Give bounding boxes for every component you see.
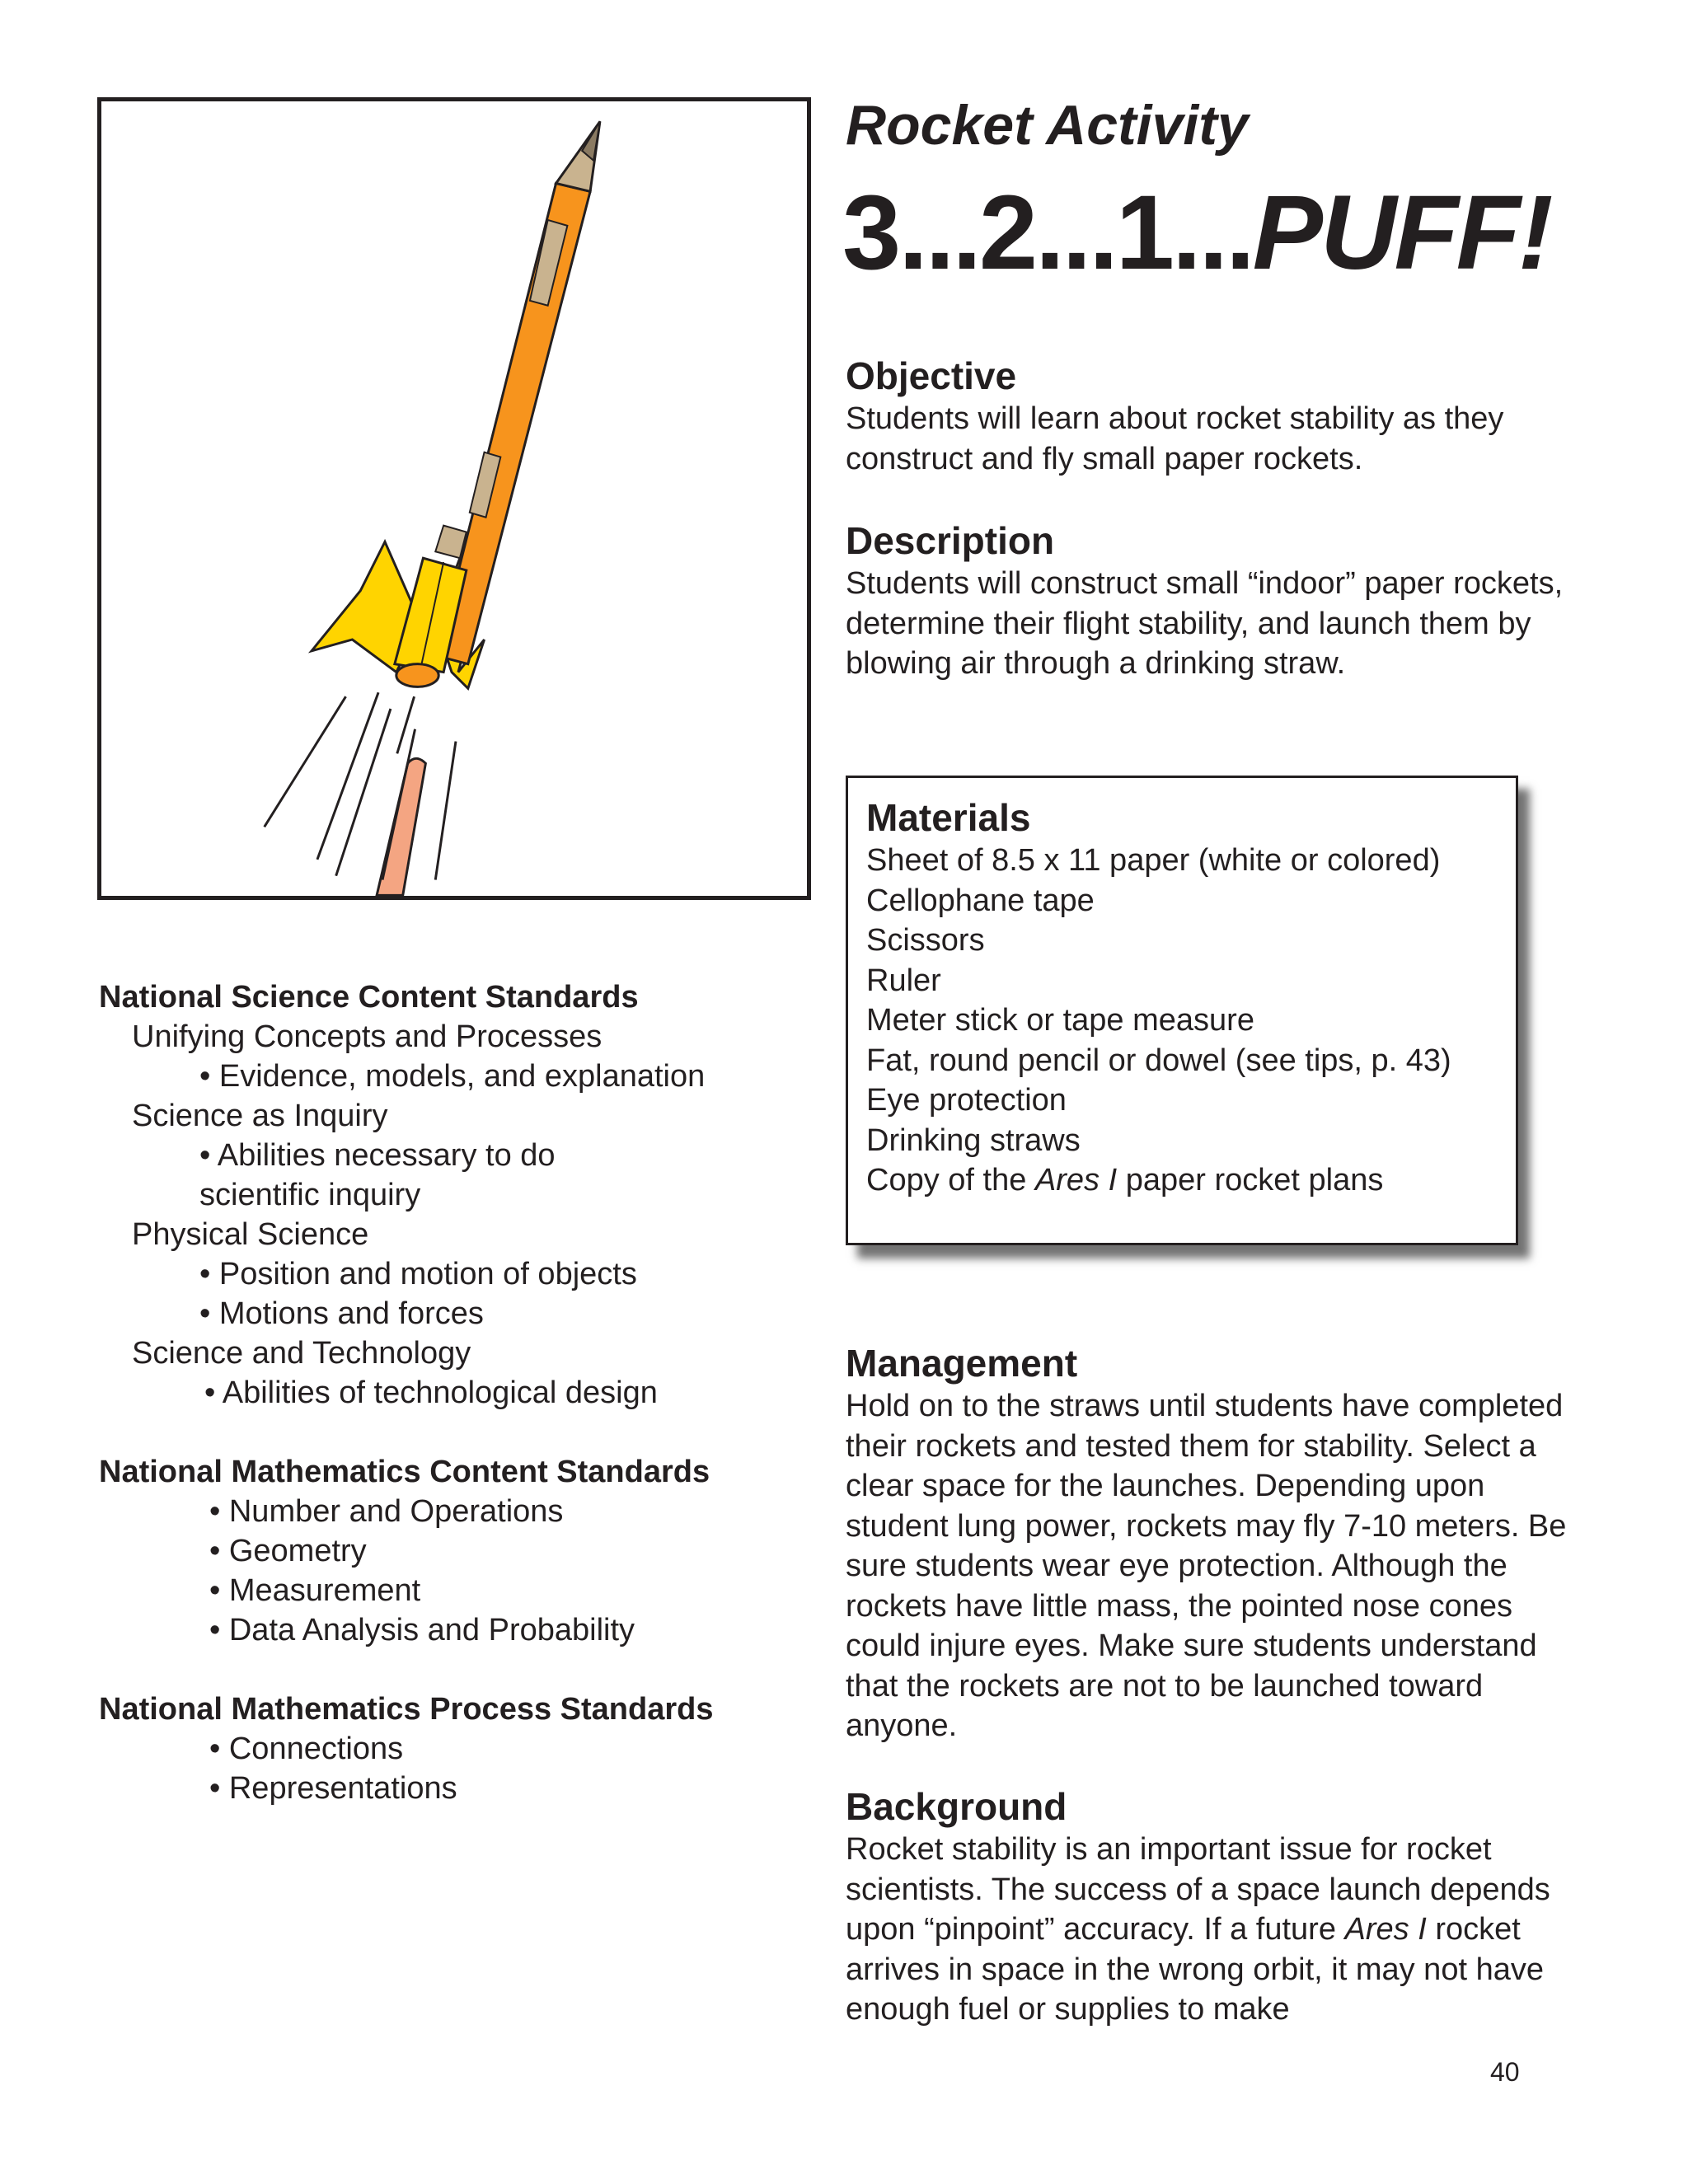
activity-label: Rocket Activity — [846, 94, 1249, 157]
standard-item: • Data Analysis and Probability — [209, 1613, 635, 1647]
math-content-heading: National Mathematics Content Standards — [99, 1455, 710, 1489]
title-emphasis: PUFF! — [1252, 174, 1551, 292]
material-prefix: Copy of the — [866, 1163, 1035, 1197]
management-section — [846, 1340, 1587, 1746]
background-text — [846, 1830, 1587, 2030]
list-item: Scissors — [866, 923, 985, 958]
math-process-heading: National Mathematics Process Standards — [99, 1692, 714, 1727]
material-italic: Ares I — [1034, 1163, 1118, 1197]
list-item: Eye protection — [866, 1083, 1067, 1118]
list-item: Ruler — [866, 963, 941, 998]
science-standards-heading: National Science Content Standards — [99, 980, 639, 1015]
list-item — [866, 1160, 1516, 1201]
description-section — [846, 518, 1587, 684]
page-title — [842, 171, 1550, 295]
science-standards — [99, 977, 808, 1413]
standards-section — [99, 977, 808, 1808]
math-content-standards — [99, 1452, 808, 1650]
description-text: Students will construct small “indoor” paper rockets, determine their flight stability, and launch them by blowing air through a drinking straw. — [846, 566, 1564, 681]
materials-box — [846, 776, 1518, 1245]
objective-heading: Objective — [846, 354, 1017, 397]
standard-item: • Number and Operations — [209, 1494, 564, 1529]
title-countdown: 3...2...1... — [842, 174, 1253, 292]
background-section — [846, 1783, 1587, 2030]
background-text-1: Rocket stability is an important issue for rocket scientists. The success of a space launch depends upon “pinpoint” accuracy. If a future — [846, 1832, 1550, 1947]
management-text: Hold on to the straws until students have completed their rockets and tested them for stability. Select a clear space for the launches. Depending upon student lung power, rockets may fly 7-10 meters. Be sure students wear eye protection. Although the rockets have little mass, the pointed nose cones could injure eyes. Make sure students understand that the rockets are not to be launched toward anyone. — [846, 1389, 1567, 1743]
background-text-2: rocket arrives in space in the wrong orbit, it may not have enough fuel or supplies to make — [846, 1912, 1544, 2027]
math-process-standards — [99, 1690, 808, 1808]
materials-heading: Materials — [866, 796, 1031, 839]
background-heading: Background — [846, 1785, 1067, 1828]
rocket-illustration — [97, 97, 811, 900]
standard-item: • Position and motion of objects — [199, 1257, 637, 1291]
rocket-drawing — [101, 101, 807, 896]
motion-lines — [265, 692, 456, 879]
standard-subheading: Physical Science — [132, 1217, 369, 1252]
list-item: Fat, round pencil or dowel (see tips, p. 43) — [866, 1043, 1451, 1078]
objective-section — [846, 353, 1587, 479]
objective-text: Students will learn about rocket stability as they construct and fly small paper rockets. — [846, 401, 1504, 476]
standard-item: • Measurement — [209, 1573, 421, 1608]
standard-item: • Abilities necessary to do scientific inquiry — [199, 1138, 556, 1212]
list-item: Cellophane tape — [866, 883, 1095, 918]
standard-item: • Abilities of technological design — [204, 1376, 658, 1410]
standard-item: • Motions and forces — [199, 1296, 484, 1331]
standard-subheading: Science as Inquiry — [132, 1099, 388, 1133]
standard-item: • Representations — [209, 1771, 457, 1806]
material-suffix: paper rocket plans — [1117, 1163, 1384, 1197]
standard-item: • Evidence, models, and explanation — [199, 1059, 706, 1094]
description-heading: Description — [846, 519, 1055, 562]
standard-subheading: Unifying Concepts and Processes — [132, 1019, 603, 1054]
standard-item: • Connections — [209, 1732, 404, 1766]
standard-subheading: Science and Technology — [132, 1336, 471, 1371]
materials-list — [866, 841, 1516, 1201]
list-item: Drinking straws — [866, 1122, 1081, 1158]
list-item: Meter stick or tape measure — [866, 1003, 1254, 1038]
list-item: Sheet of 8.5 x 11 paper (white or colored) — [866, 843, 1441, 878]
page-number: 40 — [1490, 2057, 1520, 2087]
background-italic: Ares I — [1344, 1912, 1427, 1947]
standard-item: • Geometry — [209, 1534, 367, 1568]
management-heading: Management — [846, 1342, 1078, 1385]
